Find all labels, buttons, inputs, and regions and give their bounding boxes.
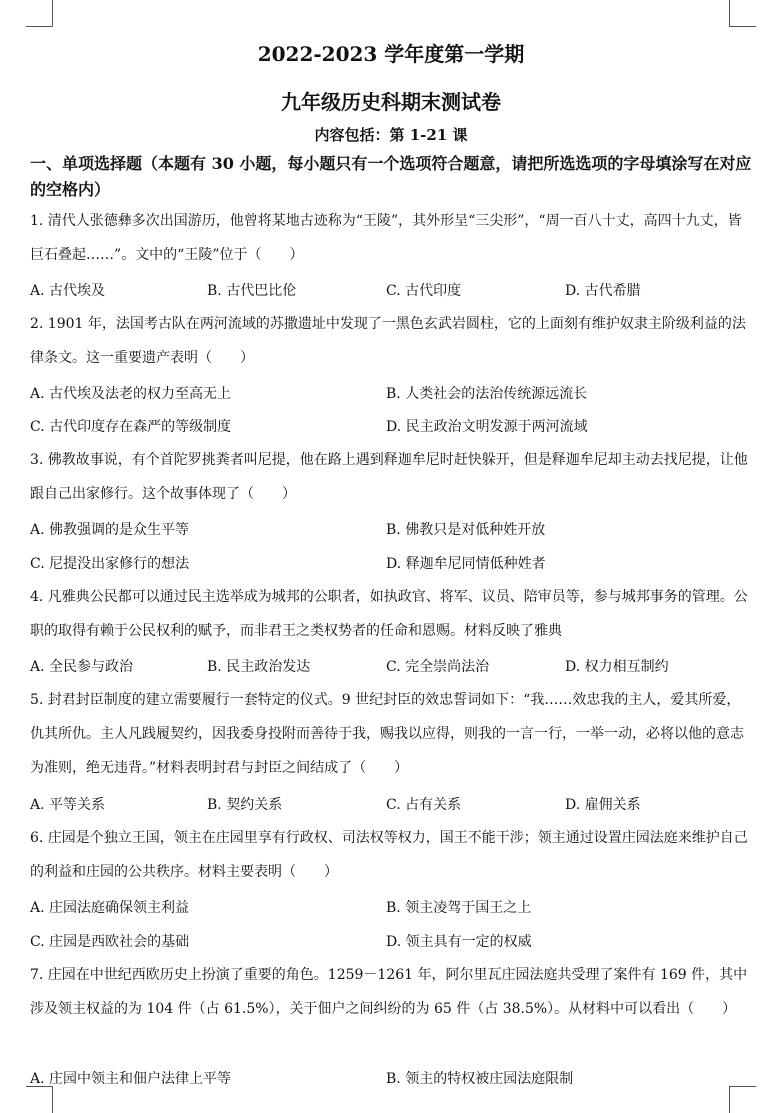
question-2-stem: 2. 1901 年，法国考古队在两河流域的苏撒遗址中发现了一黑色玄武岩圆柱，它的上面刻有维护奴隶主阶级利益的法律条文。这一重要遗产表明（ ） [30,316,746,366]
question-3-option-c[interactable]: C. 尼提没出家修行的想法 [30,556,190,572]
question-6-stem: 6. 庄园是个独立王国，领主在庄园里享有行政权、司法权等权力，国王不能干涉；领主通过设置庄园法庭来维护自己的利益和庄园的公共秩序。材料主要表明（ ） [30,830,748,880]
question-3-option-b[interactable]: B. 佛教只是对低种姓开放 [386,522,546,538]
question-7-stem: 7. 庄园在中世纪西欧历史上扮演了重要的角色。1259－1261 年，阿尔里瓦庄园法庭共受理了案件有 169 件，其中涉及领主权益的为 104 件（占 61.5%），关于佃户之间纠纷的为 65 件（占 38.5%）。从材料中可以看出（ ） [30,967,748,1017]
question-6-option-b[interactable]: B. 领主凌驾于国王之上 [386,900,532,916]
question-6-option-c[interactable]: C. 庄园是西欧社会的基础 [30,934,190,950]
question-1-option-b[interactable]: B. 古代巴比伦 [207,283,297,299]
question-6-option-a[interactable]: A. 庄园法庭确保领主利益 [30,900,190,916]
crop-mark-bottom-right [729,1086,756,1113]
question-5-stem: 5. 封君封臣制度的建立需要履行一套特定的仪式。9 世纪封臣的效忠誓词如下：“我……效忠我的主人，爱其所爱，仇其所仇。主人凡践履契约，因我委身投附而善待于我，赐我以应得，则我的一言一行，一举一动，必将以他的意志为准则，绝无违背。”材料表明封君与封臣之间结成了（ ） [30,692,744,776]
crop-mark-top-left [26,0,53,27]
question-3-option-d[interactable]: D. 释迦牟尼同情低种姓者 [386,556,546,572]
question-4-option-a[interactable]: A. 全民参与政治 [30,659,134,675]
question-2-option-c[interactable]: C. 古代印度存在森严的等级制度 [30,419,232,435]
question-7-option-b[interactable]: B. 领主的特权被庄园法庭限制 [386,1071,574,1087]
question-5-option-c[interactable]: C. 占有关系 [386,797,462,813]
question-4-option-b[interactable]: B. 民主政治发达 [207,659,311,675]
question-3-option-a[interactable]: A. 佛教强调的是众生平等 [30,522,190,538]
question-1-option-a[interactable]: A. 古代埃及 [30,283,106,299]
question-6-option-d[interactable]: D. 领主具有一定的权威 [386,934,532,950]
question-5-option-d[interactable]: D. 雇佣关系 [565,797,641,813]
question-5-option-b[interactable]: B. 契约关系 [207,797,283,813]
exam-scope: 内容包括：第 1-21 课 [314,126,468,144]
question-2-option-d[interactable]: D. 民主政治文明发源于两河流域 [386,419,588,435]
exam-term-title: 2022-2023 学年度第一学期 [257,42,525,66]
crop-mark-bottom-left [26,1086,53,1113]
question-1-option-d[interactable]: D. 古代希腊 [565,283,641,299]
question-5-option-a[interactable]: A. 平等关系 [30,797,106,813]
question-4-stem: 4. 凡雅典公民都可以通过民主选举成为城邦的公职者，如执政官、将军、议员、陪审员等，参与城邦事务的管理。公职的取得有赖于公民权利的赋予，而非君王之类权势者的任命和恩赐。材料反映了雅典 [30,589,748,639]
question-4-option-d[interactable]: D. 权力相互制约 [565,659,669,675]
question-1-option-c[interactable]: C. 古代印度 [386,283,462,299]
question-1-stem: 1. 清代人张德彝多次出国游历，他曾将某地古迹称为“王陵”，其外形呈“三尖形”，“周一百八十丈，高四十九丈，皆巨石叠起……”。文中的“王陵”位于（ ） [30,213,742,263]
question-2-option-a[interactable]: A. 古代埃及法老的权力至高无上 [30,386,232,402]
question-2-option-b[interactable]: B. 人类社会的法治传统源远流长 [386,386,588,402]
question-7-option-a[interactable]: A. 庄园中领主和佃户法律上平等 [30,1071,232,1087]
question-4-option-c[interactable]: C. 完全崇尚法治 [386,659,490,675]
question-3-stem: 3. 佛教故事说，有个首陀罗挑粪者叫尼提，他在路上遇到释迦牟尼时赶快躲开，但是释迦牟尼却主动去找尼提，让他跟自己出家修行。这个故事体现了（ ） [30,452,748,502]
exam-title: 九年级历史科期末测试卷 [281,90,501,114]
crop-mark-top-right [729,0,756,27]
section-one-heading: 一、单项选择题（本题有 30 小题，每小题只有一个选项符合题意，请把所选选项的字母填涂写在对应的空格内） [30,154,752,199]
